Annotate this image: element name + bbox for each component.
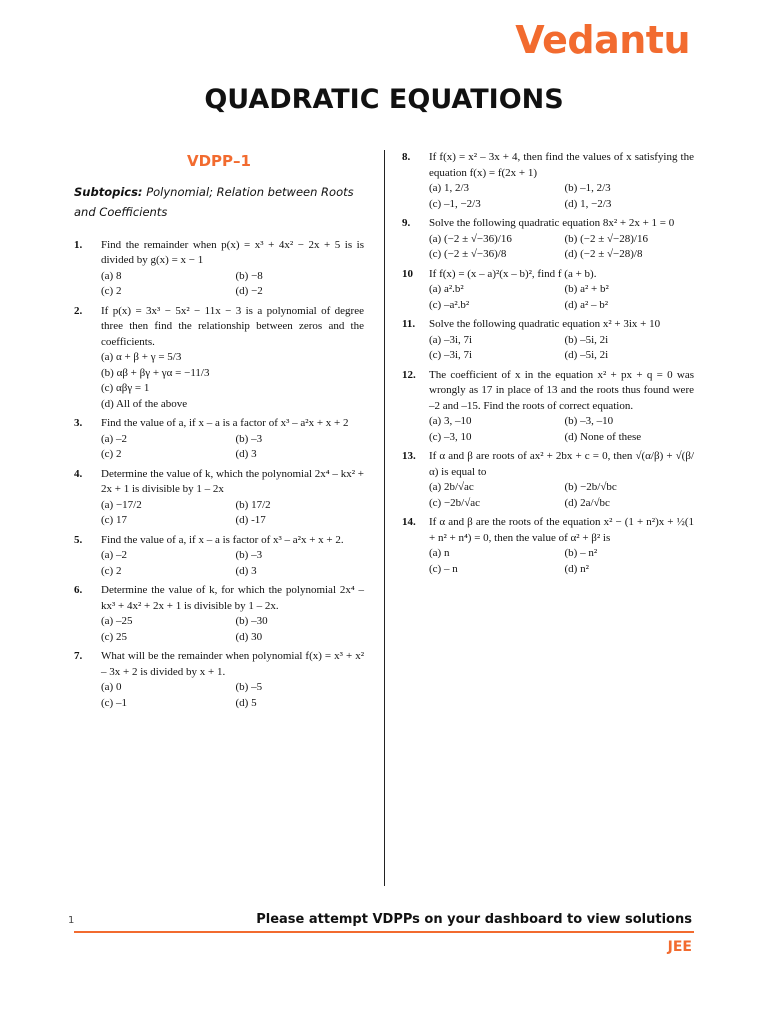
question-number: 14.	[402, 516, 416, 528]
options-grid	[429, 232, 694, 263]
subtopics	[74, 182, 364, 222]
answer-option: (a) –3i, 7i	[429, 333, 473, 346]
answer-option: (b) – n²	[564, 547, 598, 559]
answer-option: (a) 2b/√ac	[429, 481, 474, 493]
answer-option: (c) 2	[101, 448, 122, 460]
answer-option: (d) 1, −2/3	[564, 197, 612, 210]
options-grid	[429, 480, 694, 511]
vedantu-logo: Vedantu	[515, 18, 690, 62]
options-grid	[101, 614, 364, 645]
question-number: 13.	[402, 450, 416, 462]
subtopics-text: Polynomial; Relation between Roots and Coefficients	[74, 184, 354, 219]
question-text: What will be the remainder when polynomial f(x) = x³ + x² – 3x + 2 is divided by x + 1.	[101, 650, 364, 678]
question-text: If α and β are the roots of the equation x² − (1 + n²)x + ½(1 + n² + n⁴) = 0, then the value of α² + β² is	[429, 516, 694, 544]
question-item	[74, 238, 364, 300]
footer-divider	[74, 931, 694, 933]
answer-option: (c) (−2 ± √−36)/8	[429, 248, 507, 260]
question-number: 6.	[74, 584, 83, 596]
question-text: Determine the value of k, for which the polynomial 2x⁴ – kx³ + 4x² + 2x + 1 is divisible by 1 – 2x.	[101, 584, 364, 612]
answer-option: (a) –25	[101, 615, 133, 627]
answer-option: (c) –3, 10	[429, 430, 472, 443]
question-number: 2.	[74, 304, 83, 317]
page-number: 1	[68, 915, 75, 926]
question-item	[74, 649, 364, 711]
question-item	[74, 304, 364, 413]
answer-option: (c) – n	[429, 562, 458, 575]
answer-option: (b) –3	[235, 549, 263, 561]
answer-option: (c) –1, −2/3	[429, 197, 481, 210]
options-grid	[101, 350, 364, 412]
options-grid	[101, 548, 364, 579]
question-text: If f(x) = x² – 3x + 4, then find the values of x satisfying the equation f(x) = f(2x + 1)	[429, 151, 694, 179]
answer-option: (a) 3, –10	[429, 415, 472, 427]
question-item	[402, 150, 694, 212]
answer-option: (a) −17/2	[101, 498, 142, 511]
answer-option: (c) –a².b²	[429, 298, 470, 311]
question-number: 11.	[402, 318, 416, 330]
options-grid	[101, 498, 364, 529]
answer-option: (c) 2	[101, 564, 122, 577]
answer-option: (d) All of the above	[101, 397, 188, 410]
column-divider	[384, 150, 385, 886]
answer-option: (b) –3, –10	[564, 415, 614, 427]
options-grid	[101, 269, 364, 300]
question-number: 12.	[402, 368, 416, 381]
answer-option: (d) –5i, 2i	[564, 349, 609, 361]
answer-option: (b) αβ + βγ + γα = −11/3	[101, 366, 210, 379]
page-title: QUADRATIC EQUATIONS	[204, 84, 564, 115]
options-grid	[429, 181, 694, 212]
footer-note: Please attempt VDPPs on your dashboard to view solutions	[256, 912, 692, 927]
question-item	[402, 267, 694, 314]
answer-option: (b) –30	[235, 615, 268, 627]
answer-option: (a) a².b²	[429, 283, 464, 295]
question-number: 5.	[74, 533, 83, 546]
question-item	[74, 533, 364, 580]
answer-option: (d) 30	[235, 630, 263, 643]
left-column	[74, 150, 364, 715]
answer-option: (d) 5	[235, 696, 257, 709]
right-column	[402, 150, 694, 581]
answer-option: (d) -17	[235, 514, 266, 526]
answer-option: (a) –2	[101, 432, 127, 445]
answer-option: (c) 25	[101, 630, 127, 643]
answer-option: (d) a² – b²	[564, 298, 609, 311]
answer-option: (d) (−2 ± √−28)/8	[564, 248, 643, 260]
right-question-list	[402, 150, 694, 577]
options-grid	[101, 680, 364, 711]
answer-option: (d) 2a/√bc	[564, 496, 610, 509]
answer-option: (a) (−2 ± √−36)/16	[429, 232, 512, 245]
question-text: Determine the value of k, which the polynomial 2x⁴ – kx² + 2x + 1 is divisible by 1 – 2x	[101, 467, 364, 495]
question-text: If α and β are roots of ax² + 2bx + c = 0, then √(α/β) + √(β/α) is equal to	[429, 450, 694, 478]
question-number: 7.	[74, 650, 83, 662]
answer-option: (a) 1, 2/3	[429, 182, 470, 194]
question-item	[402, 368, 694, 446]
answer-option: (a) n	[429, 547, 450, 559]
answer-option: (a) –2	[101, 549, 127, 561]
options-grid	[429, 282, 694, 313]
answer-option: (b) a² + b²	[564, 283, 609, 295]
answer-option: (c) –3i, 7i	[429, 349, 473, 361]
answer-option: (c) −2b/√ac	[429, 496, 481, 509]
options-grid	[101, 432, 364, 463]
question-number: 1.	[74, 238, 83, 251]
question-text: Find the remainder when p(x) = x³ + 4x² − 2x + 5 is is divided by g(x) = x − 1	[101, 238, 364, 266]
answer-option: (d) −2	[235, 285, 263, 297]
sheet-label: VDPP–1	[187, 152, 251, 170]
answer-option: (b) –3	[235, 432, 263, 445]
options-grid	[429, 546, 694, 577]
answer-option: (c) 2	[101, 285, 122, 297]
answer-option: (b) (−2 ± √−28)/16	[564, 232, 648, 245]
question-text: If p(x) = 3x³ − 5x² − 11x − 3 is a polynomial of degree three then find the relationship between zeros and the coefficients.	[101, 304, 364, 348]
question-item	[402, 515, 694, 577]
answer-option: (d) n²	[564, 562, 589, 575]
answer-option: (b) 17/2	[235, 498, 271, 511]
question-text: Solve the following quadratic equation x² + 3ix + 10	[429, 318, 661, 330]
question-number: 8.	[402, 151, 411, 163]
question-text: Find the value of a, if x – a is a factor of x³ – a²x + x + 2	[101, 417, 349, 429]
question-item	[402, 216, 694, 263]
exam-label: JEE	[667, 939, 692, 955]
answer-option: (b) −2b/√bc	[564, 481, 617, 493]
answer-option: (b) –5i, 2i	[564, 333, 609, 346]
question-item	[402, 317, 694, 364]
question-text: If f(x) = (x – a)²(x – b)², find f (a + b).	[429, 267, 597, 280]
question-item	[74, 583, 364, 645]
question-item	[402, 449, 694, 511]
answer-option: (a) 0	[101, 681, 122, 693]
answer-option: (b) –1, 2/3	[564, 182, 611, 194]
question-number: 10	[402, 267, 413, 280]
question-number: 4.	[74, 467, 83, 480]
left-question-list	[74, 238, 364, 712]
answer-option: (c) αβγ = 1	[101, 382, 150, 394]
question-number: 9.	[402, 217, 411, 229]
answer-option: (b) −8	[235, 269, 263, 282]
answer-option: (c) 17	[101, 514, 127, 526]
question-text: Solve the following quadratic equation 8x² + 2x + 1 = 0	[429, 217, 675, 229]
options-grid	[429, 414, 694, 445]
answer-option: (d) None of these	[564, 430, 642, 443]
answer-option: (b) –5	[235, 681, 263, 693]
answer-option: (a) α + β + γ = 5/3	[101, 351, 182, 363]
question-number: 3.	[74, 417, 83, 429]
answer-option: (a) 8	[101, 269, 122, 282]
question-text: The coefficient of x in the equation x² + px + q = 0 was wrongly as 17 in place of 13 and the roots thus found were –2 and –15. Find the roots of correct equation.	[429, 368, 694, 412]
answer-option: (c) –1	[101, 696, 127, 709]
question-item	[74, 416, 364, 463]
answer-option: (d) 3	[235, 448, 257, 460]
answer-option: (d) 3	[235, 564, 257, 577]
question-text: Find the value of a, if x – a is factor of x³ – a²x + x + 2.	[101, 533, 344, 546]
question-item	[74, 467, 364, 529]
options-grid	[429, 333, 694, 364]
subtopics-label: Subtopics:	[74, 184, 143, 199]
